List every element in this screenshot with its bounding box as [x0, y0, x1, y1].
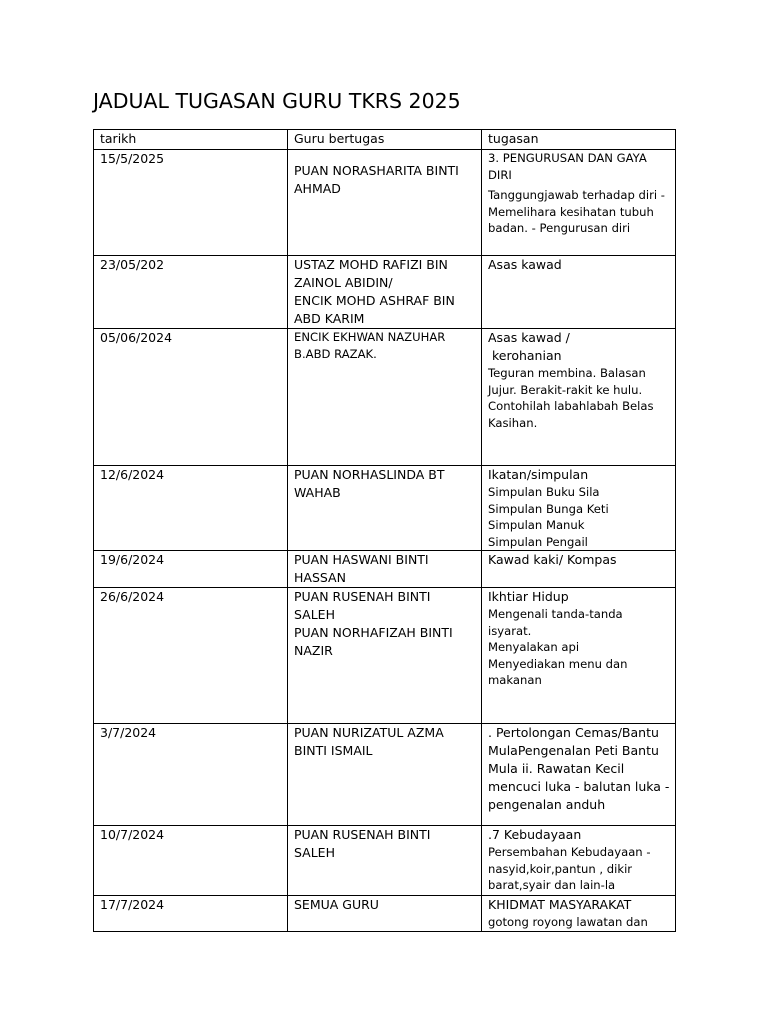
table-row [94, 896, 676, 932]
task-cell: . Pertolongan Cemas/Bantu MulaPengenalan Peti Bantu Mula ii. Rawatan Kecil mencuci luka - balutan luka - pengenalan anduh [482, 724, 676, 826]
date-cell: 12/6/2024 [94, 466, 288, 551]
table-row [94, 466, 676, 551]
task-cell: Ikhtiar Hidup Mengenali tanda-tanda isyarat. Menyalakan api Menyediakan menu dan makanan [482, 588, 676, 724]
date-cell: 15/5/2025 [94, 150, 288, 256]
header-task: tugasan [482, 130, 676, 150]
task-cell: 3. PENGURUSAN DAN GAYA DIRI Tanggungjawab terhadap diri - Memelihara kesihatan tubuh badan. - Pengurusan diri [482, 150, 676, 256]
teacher-cell: SEMUA GURU [288, 896, 482, 932]
task-cell: KHIDMAT MASYARAKAT gotong royong lawatan dan [482, 896, 676, 932]
task-cell: Asas kawad [482, 256, 676, 329]
date-cell: 26/6/2024 [94, 588, 288, 724]
task-cell: Asas kawad / kerohanian Teguran membina. Balasan Jujur. Berakit-rakit ke hulu. Contohilah labahlabah Belas Kasihan. [482, 329, 676, 466]
duty-schedule-table [93, 129, 676, 932]
table-row [94, 329, 676, 466]
date-cell: 23/05/202 [94, 256, 288, 329]
date-cell: 05/06/2024 [94, 329, 288, 466]
date-cell: 10/7/2024 [94, 826, 288, 896]
table-row [94, 551, 676, 588]
teacher-cell: PUAN RUSENAH BINTI SALEH [288, 826, 482, 896]
table-row [94, 724, 676, 826]
table-row [94, 256, 676, 329]
teacher-cell: PUAN NURIZATUL AZMA BINTI ISMAIL [288, 724, 482, 826]
date-cell: 17/7/2024 [94, 896, 288, 932]
header-date: tarikh [94, 130, 288, 150]
teacher-cell: PUAN NORHASLINDA BT WAHAB [288, 466, 482, 551]
teacher-cell: ENCIK EKHWAN NAZUHAR B.ABD RAZAK. [288, 329, 482, 466]
header-teacher: Guru bertugas [288, 130, 482, 150]
task-cell: Ikatan/simpulan Simpulan Buku Sila Simpulan Bunga Keti Simpulan Manuk Simpulan Pengail [482, 466, 676, 551]
document-title: JADUAL TUGASAN GURU TKRS 2025 [93, 89, 461, 113]
table-row [94, 826, 676, 896]
teacher-cell: USTAZ MOHD RAFIZI BIN ZAINOL ABIDIN/ ENCIK MOHD ASHRAF BIN ABD KARIM [288, 256, 482, 329]
date-cell: 3/7/2024 [94, 724, 288, 826]
date-cell: 19/6/2024 [94, 551, 288, 588]
teacher-cell: PUAN RUSENAH BINTI SALEH PUAN NORHAFIZAH BINTI NAZIR [288, 588, 482, 724]
task-cell: .7 Kebudayaan Persembahan Kebudayaan - nasyid,koir,pantun , dikir barat,syair dan lain-la [482, 826, 676, 896]
task-cell: Kawad kaki/ Kompas [482, 551, 676, 588]
table-row [94, 150, 676, 256]
teacher-cell: PUAN HASWANI BINTI HASSAN [288, 551, 482, 588]
table-row [94, 588, 676, 724]
table-header-row [94, 130, 676, 150]
teacher-cell: PUAN NORASHARITA BINTI AHMAD [288, 150, 482, 256]
